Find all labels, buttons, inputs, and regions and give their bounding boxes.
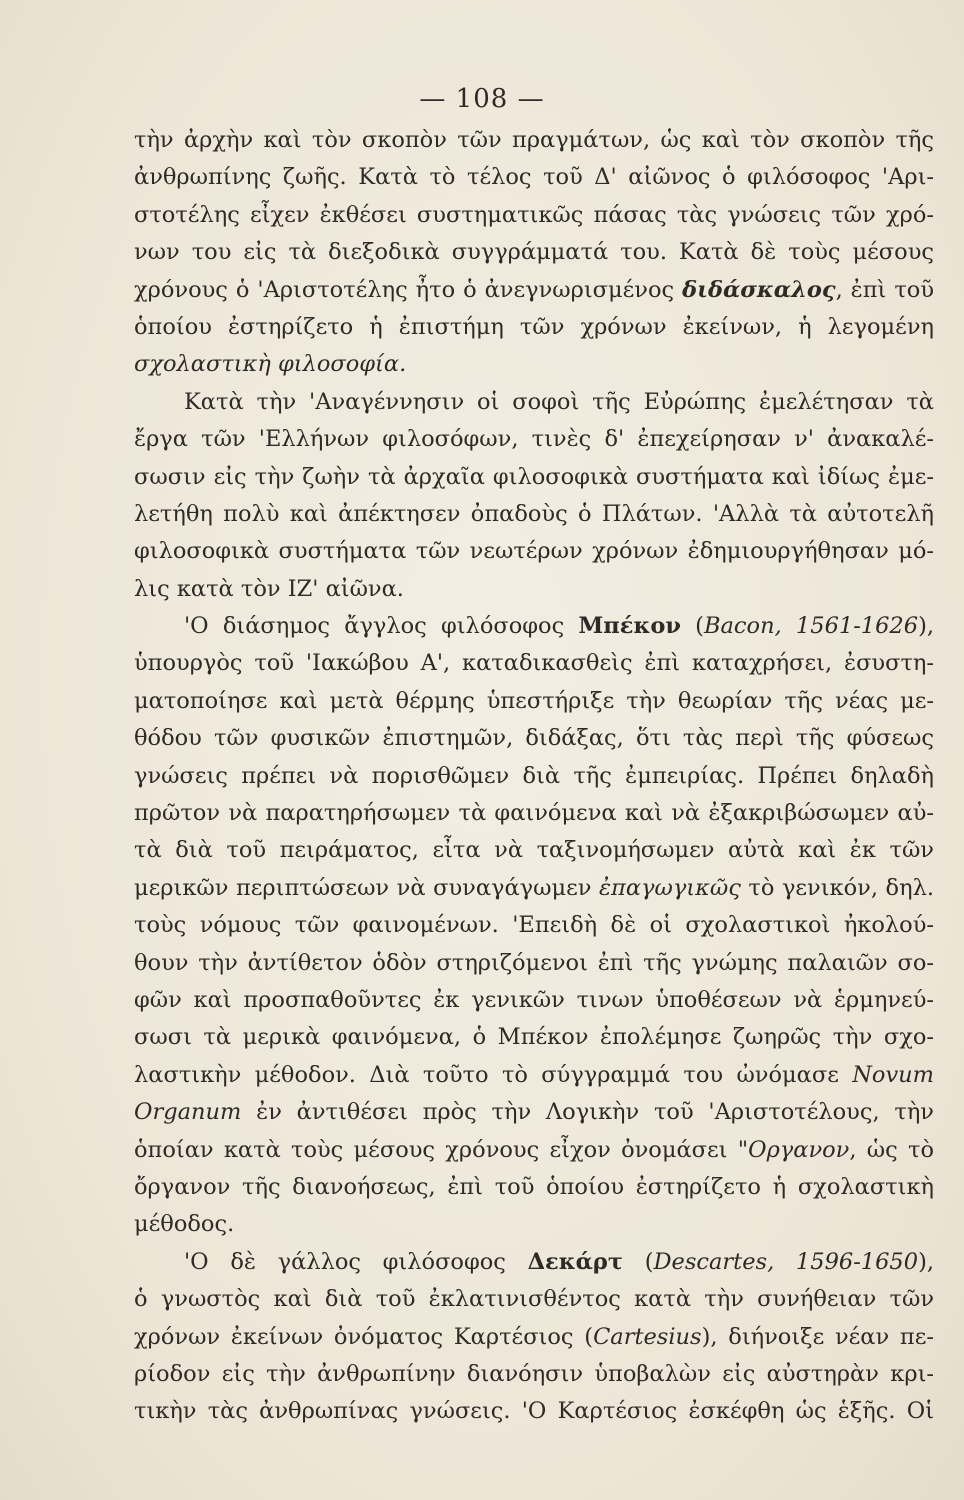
text-run: ὑπουργὸς τοῦ 'Ιακώβου Α', καταδικασθεὶς ἐπὶ καταχρήσει, ἐσυστη-	[134, 650, 934, 677]
text-line	[134, 496, 934, 533]
text-line	[134, 1281, 934, 1318]
emphasized-text: σχολαστικὴ φιλοσοφία.	[134, 351, 407, 378]
text-run: ἀνθρωπίνης ζωῆς. Κατὰ τὸ τέλος τοῦ Δ' αἰῶνος ὁ φιλόσοφος 'Αρι-	[134, 164, 934, 191]
text-line	[134, 533, 934, 570]
text-line	[134, 571, 934, 608]
text-run: ὄργανον τῆς διανοήσεως, ἐπὶ τοῦ ὁποίου ἐστηρίζετο ἡ σχολαστικὴ	[134, 1173, 934, 1200]
text-line	[134, 346, 934, 383]
text-run: σωσιν εἰς τὴν ζωὴν τὰ ἀρχαῖα φιλοσοφικὰ συστήματα καὶ ἰδίως ἐμε-	[134, 463, 934, 490]
text-line	[134, 1094, 934, 1131]
text-run: στοτέλης εἶχεν ἐκθέσει συστηματικῶς πάσας τὰς γνώσεις τῶν χρό-	[134, 201, 934, 228]
text-line	[134, 982, 934, 1019]
text-line	[134, 795, 934, 832]
text-run: ματοποίησε καὶ μετὰ θέρμης ὑπεστήριξε τὴν θεωρίαν τῆς νέας με-	[134, 687, 934, 714]
text-line	[134, 122, 934, 159]
text-line	[134, 197, 934, 234]
text-line	[134, 645, 934, 682]
text-line	[134, 421, 934, 458]
text-run: χρόνων ἐκείνων ὀνόματος Καρτέσιος (	[134, 1323, 594, 1350]
text-run: λαστικὴν μέθοδον. Διὰ τοῦτο τὸ σύγγραμμά του ὠνόμασε	[134, 1061, 853, 1088]
text-run: ἔργα τῶν 'Ελλήνων φιλοσόφων, τινὲς δ' ἐπεχείρησαν ν' ἀνακαλέ-	[134, 426, 934, 453]
text-run: μέθοδος.	[134, 1211, 235, 1238]
emphasized-text: Cartesius	[593, 1323, 702, 1350]
text-run: χρόνους ὁ 'Αριστοτέλης ἦτο ὁ ἀνεγνωρισμένος	[134, 276, 683, 303]
text-run: μερικῶν περιπτώσεων νὰ συναγάγωμεν	[134, 874, 599, 901]
text-line	[134, 720, 934, 757]
text-line	[134, 1019, 934, 1056]
text-line	[134, 870, 934, 907]
text-run: , ἐπὶ τοῦ	[835, 276, 934, 303]
text-line	[134, 1393, 934, 1430]
emphasized-text: ἐπαγωγικῶς	[598, 874, 741, 901]
text-line	[134, 1244, 934, 1281]
text-run: τικὴν τὰς ἀνθρωπίνας γνώσεις. 'Ο Καρτέσιος ἐσκέφθη ὡς ἑξῆς. Οἱ	[134, 1398, 934, 1425]
text-run: ὁποίαν κατὰ τοὺς μέσους χρόνους εἶχον ὀνομάσει	[134, 1136, 738, 1163]
text-run: τὸ γενικόν, δηλ.	[740, 874, 934, 901]
text-run: ),	[918, 613, 934, 640]
text-line	[134, 832, 934, 869]
text-line	[134, 1319, 934, 1356]
text-run: τὴν ἀρχὴν καὶ τὸν σκοπὸν τῶν πραγμάτων, ὡς καὶ τὸν σκοπὸν τῆς	[134, 127, 934, 153]
text-line	[134, 1169, 934, 1206]
emphasized-text: Organum	[134, 1099, 242, 1126]
emphasized-text: Bacon, 1561-1626	[703, 613, 919, 640]
emphasized-text: Μπέκον	[578, 613, 681, 640]
text-run: ), διήνοιξε νέαν πε-	[701, 1323, 934, 1350]
text-run: νων του εἰς τὰ διεξοδικὰ συγγράμματά του. Κατὰ δὲ τοὺς μέσους	[134, 239, 934, 266]
text-line	[134, 309, 934, 346]
text-run: τὰ διὰ τοῦ πειράματος, εἶτα νὰ ταξινομήσωμεν αὐτὰ καὶ ἐκ τῶν	[134, 837, 934, 864]
text-run: ὁ γνωστὸς καὶ διὰ τοῦ ἐκλατινισθέντος κατὰ τὴν συνήθειαν τῶν	[134, 1286, 934, 1313]
text-line	[134, 945, 934, 982]
text-line	[134, 1356, 934, 1393]
emphasized-text: διδάσκαλος	[682, 276, 836, 303]
text-run: τοὺς νόμους τῶν φαινομένων. 'Επειδὴ δὲ οἱ σχολαστικοὶ ἠκολού-	[134, 912, 934, 939]
text-run: 'Ο δὲ γάλλος φιλόσοφος	[184, 1248, 528, 1275]
text-run: (	[680, 613, 704, 640]
text-line	[134, 1206, 934, 1243]
text-run: , ὡς τὸ	[849, 1136, 934, 1163]
page-number: — 108 —	[419, 84, 545, 114]
text-line	[134, 608, 934, 645]
text-run: θουν τὴν ἀντίθετον ὁδὸν στηριζόμενοι ἐπὶ τῆς γνώμης παλαιῶν σο-	[134, 949, 934, 976]
emphasized-text: Δεκάρτ	[527, 1248, 623, 1275]
text-line	[134, 683, 934, 720]
text-line	[134, 234, 934, 271]
text-run: φῶν καὶ προσπαθοῦντες ἐκ γενικῶν τινων ὑποθέσεων νὰ ἑρμηνεύ-	[134, 986, 934, 1013]
text-line	[134, 758, 934, 795]
text-line	[134, 1057, 934, 1094]
text-run: σωσι τὰ μερικὰ φαινόμενα, ὁ Μπέκον ἐπολέμησε ζωηρῶς τὴν σχο-	[134, 1024, 934, 1051]
text-run: ρίοδον εἰς τὴν ἀνθρωπίνην διανόησιν ὑποβαλὼν εἰς αὐστηρὰν κρι-	[134, 1360, 934, 1387]
text-run: φιλοσοφικὰ συστήματα τῶν νεωτέρων χρόνων ἐδημιουργήθησαν μό-	[134, 538, 934, 565]
emphasized-text: Descartes, 1596-1650	[653, 1248, 919, 1275]
text-line	[134, 907, 934, 944]
text-run: 'Ο διάσημος ἄγγλος φιλόσοφος	[184, 613, 579, 640]
text-line	[134, 1132, 934, 1169]
emphasized-text: Novum	[852, 1061, 934, 1088]
body-text	[134, 122, 934, 1431]
text-run: λις κατὰ τὸν ΙΖ' αἰῶνα.	[134, 575, 404, 602]
text-run: Κατὰ τὴν 'Αναγέννησιν οἱ σοφοὶ τῆς Εὐρώπης ἐμελέτησαν τὰ	[184, 388, 934, 415]
text-line	[134, 459, 934, 496]
text-run: λετήθη πολὺ καὶ ἀπέκτησεν ὀπαδοὺς ὁ Πλάτων. 'Αλλὰ τὰ αὐτοτελῆ	[134, 500, 934, 527]
text-run: ὁποίου ἐστηρίζετο ἡ ἐπιστήμη τῶν χρόνων ἐκείνων, ἡ λεγομένη	[134, 313, 934, 340]
text-run: γνώσεις πρέπει νὰ πορισθῶμεν διὰ τῆς ἐμπειρίας. Πρέπει δηλαδὴ	[134, 762, 934, 789]
text-run: ἐν ἀντιθέσει πρὸς τὴν Λογικὴν τοῦ 'Αριστοτέλους, τὴν	[241, 1099, 934, 1126]
text-run: θόδου τῶν φυσικῶν ἐπιστημῶν, διδάξας, ὅτι τὰς περὶ τῆς φύσεως	[134, 725, 934, 752]
text-run: (	[623, 1248, 654, 1275]
text-run: ),	[918, 1248, 934, 1275]
emphasized-text: "Οργανον	[737, 1136, 850, 1163]
text-line	[134, 384, 934, 421]
text-run: πρῶτον νὰ παρατηρήσωμεν τὰ φαινόμενα καὶ νὰ ἐξακριβώσωμεν αὐ-	[134, 800, 934, 827]
text-line	[134, 159, 934, 196]
text-line	[134, 272, 934, 309]
